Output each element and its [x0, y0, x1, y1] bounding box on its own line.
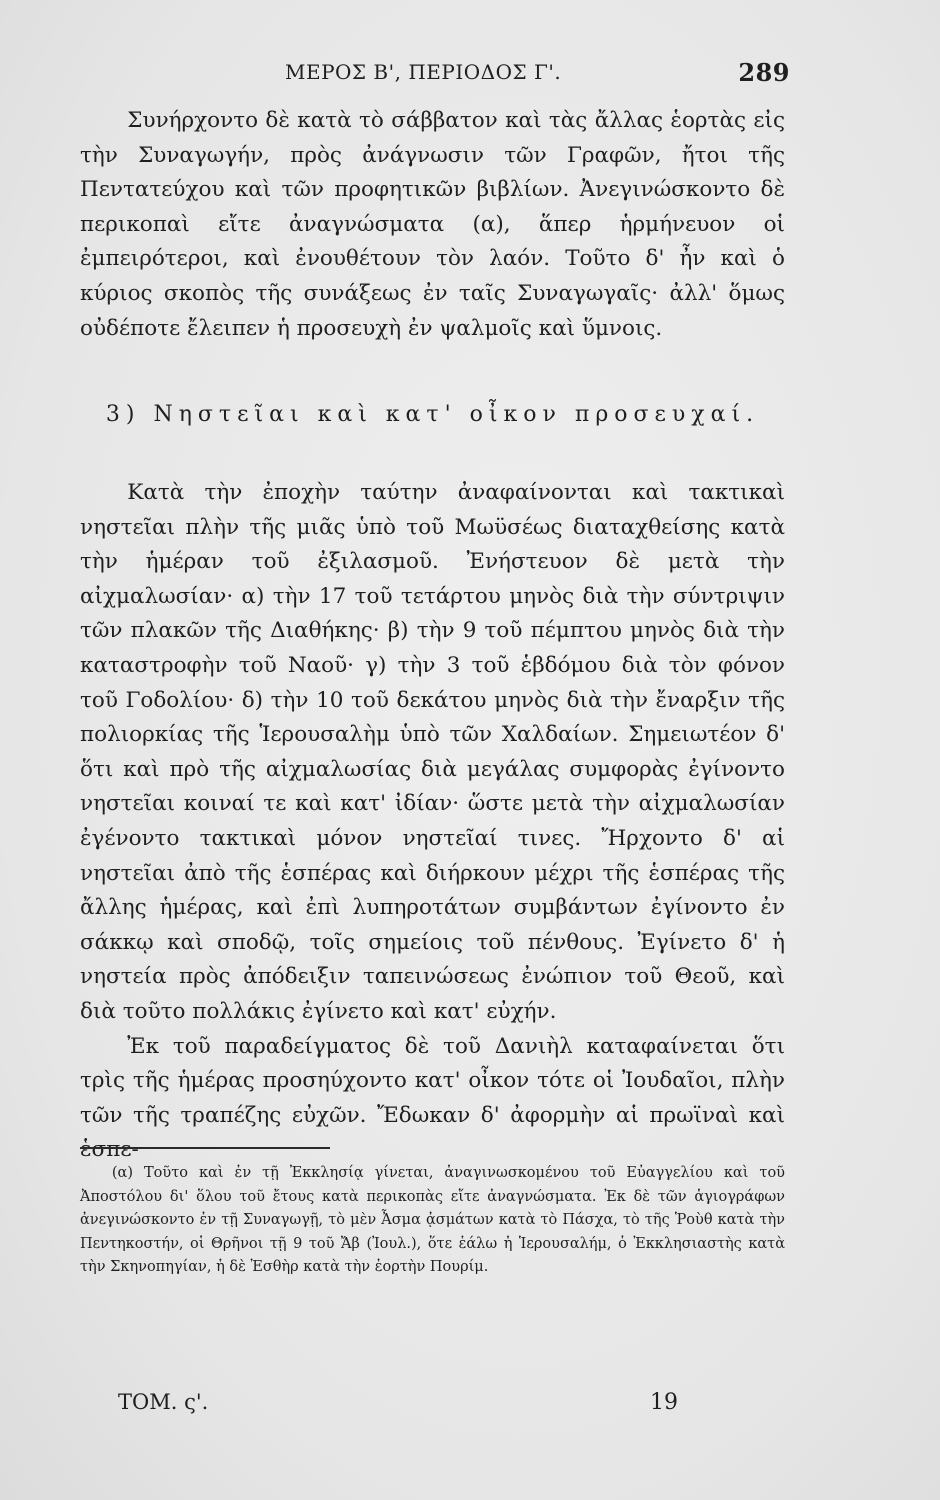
- paragraph-text: Κατὰ τὴν ἐποχὴν ταύτην ἀναφαίνονται καὶ τακτικαὶ νηστεῖαι πλὴν τῆς μιᾶς ὑπὸ τοῦ Μωϋσέως διαταχθείσης κατὰ τὴν ἡμέραν τοῦ ἐξιλασμοῦ. Ἐνήστευον δὲ μετὰ τὴν αἰχμαλωσίαν· α) τὴν 17 τοῦ τετάρτου μηνὸς διὰ τὴν σύντριψιν τῶν πλακῶν τῆς Διαθήκης· β) τὴν 9 τοῦ πέμπτου μηνὸς διὰ τὴν καταστροφὴν τοῦ Ναοῦ· γ) τὴν 3 τοῦ ἑβδόμου διὰ τὸν φόνον τοῦ Γοδολίου· δ) τὴν 10 τοῦ δεκάτου μηνὸς διὰ τὴν ἔναρξιν τῆς πολιορκίας τῆς Ἱερουσαλὴμ ὑπὸ τῶν Χαλδαίων. Σημειωτέον δ' ὅτι καὶ πρὸ τῆς αἰχμαλωσίας διὰ μεγάλας συμφορὰς ἐγίνοντο νηστεῖαι κοιναί τε καὶ κατ' ἰδίαν· ὥστε μετὰ τὴν αἰχμαλωσίαν ἐγένοντο τακτικαὶ μόνον νηστεῖαί τινες. Ἤρχοντο δ' αἱ νηστεῖαι ἀπὸ τῆς ἑσπέρας καὶ διήρκουν μέχρι τῆς ἑσπέρας τῆς ἄλλης ἡμέρας, καὶ ἐπὶ λυπηροτάτων συμβάντων ἐγίνοντο ἐν σάκκῳ καὶ σποδῷ, τοῖς σημείοις τοῦ πένθους. Ἐγίνετο δ' ἡ νηστεία πρὸς ἀπόδειξιν ταπεινώσεως ἐνώπιον τοῦ Θεοῦ, καὶ διὰ τοῦτο πολλάκις ἐγίνετο καὶ κατ' εὐχήν.: [80, 480, 785, 1024]
- volume-mark: ΤΟΜ. ς'.: [118, 1390, 209, 1414]
- page-footer: [80, 1390, 790, 1424]
- section-heading: 3) Νηστεῖαι καὶ κατ' οἶκον προσευχαί.: [105, 402, 760, 427]
- page-header: [80, 58, 790, 92]
- paragraph-text: Συνήρχοντο δὲ κατὰ τὸ σάββατον καὶ τὰς ἄλλας ἑορτὰς εἰς τὴν Συναγωγήν, πρὸς ἀνάγνωσιν τῶν Γραφῶν, ἤτοι τῆς Πεντατεύχου καὶ τῶν προφητικῶν βιβλίων. Ἀνεγινώσκοντο δὲ περικοπαὶ εἴτε ἀναγνώσματα (α), ἅπερ ἡρμήνευον οἱ ἐμπειρότεροι, καὶ ἐνουθέτουν τὸν λαόν. Τοῦτο δ' ἦν καὶ ὁ κύριος σκοπὸς τῆς συνάξεως ἐν ταῖς Συναγωγαῖς· ἀλλ' ὅμως οὐδέποτε ἔλειπεν ἡ προσευχὴ ἐν ψαλμοῖς καὶ ὕμνοις.: [80, 108, 785, 341]
- body-paragraphs-2-3: [80, 476, 785, 1168]
- page-number: 289: [738, 58, 790, 87]
- body-paragraph-1: [80, 104, 785, 346]
- footnote-divider: [80, 1147, 330, 1149]
- running-title: ΜΕΡΟΣ Β', ΠΕΡΙΟΔΟΣ Γ'.: [285, 60, 562, 84]
- paragraph-text: Ἐκ τοῦ παραδείγματος δὲ τοῦ Δανιὴλ καταφαίνεται ὅτι τρὶς τῆς ἡμέρας προσηύχοντο κατ' οἶκον τότε οἱ Ἰουδαῖοι, πλὴν τῶν τῆς τραπέζης εὐχῶν. Ἔδωκαν δ' ἀφορμὴν αἱ πρωϊναὶ καὶ ἑσπε-: [80, 1033, 785, 1163]
- signature-mark: 19: [650, 1390, 678, 1415]
- footnote: (α) Τοῦτο καὶ ἐν τῇ Ἐκκλησίᾳ γίνεται, ἀναγινωσκομένου τοῦ Εὐαγγελίου καὶ τοῦ Ἀποστόλου δι' ὅλου τοῦ ἔτους κατὰ περικοπὰς εἴτε ἀναγνώσματα. Ἐκ δὲ τῶν ἁγιογράφων ἀνεγινώσκοντο ἐν τῇ Συναγωγῇ, τὸ μὲν Ἆσμα ᾀσμάτων κατὰ τὸ Πάσχα, τὸ τῆς Ῥοὺθ κατὰ τὴν Πεντηκοστήν, οἱ Θρῆνοι τῇ 9 τοῦ Ἄβ (Ἰουλ.), ὅτε ἑάλω ἡ Ἱερουσαλήμ, ὁ Ἐκκλησιαστὴς κατὰ τὴν Σκηνοπηγίαν, ἡ δὲ Ἐσθὴρ κατὰ τὴν ἑορτὴν Πουρίμ.: [80, 1165, 785, 1275]
